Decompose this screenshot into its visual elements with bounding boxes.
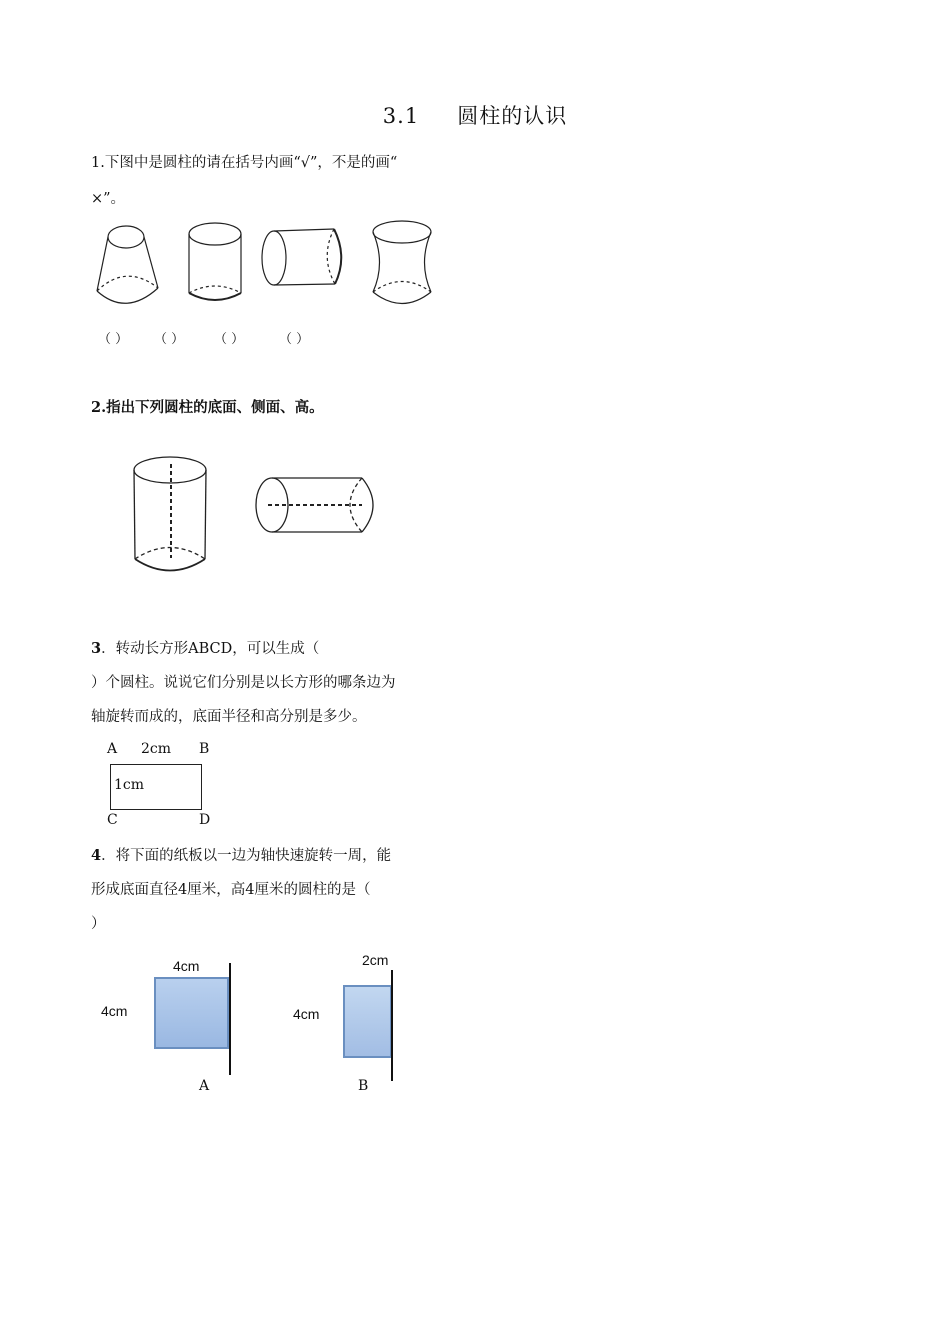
label-c: C: [107, 812, 118, 828]
q3-number: 3: [91, 640, 102, 657]
figB-name: B: [358, 1078, 369, 1094]
lying-cylinder-figure: [262, 229, 341, 285]
q1-answer-1[interactable]: （ ）: [98, 332, 129, 347]
figA-top-label: 4cm: [173, 958, 200, 974]
q2-figures: [130, 450, 400, 580]
q4-line1-text: ．将下面的纸板以一边为轴快速旋转一周，能: [101, 848, 392, 864]
cylinder-figure: [189, 223, 241, 300]
figA-name: A: [199, 1078, 210, 1094]
figA-axis: [229, 963, 231, 1075]
horizontal-cylinder-figure: [256, 478, 373, 532]
label-top-length: 2cm: [141, 741, 172, 757]
label-b: B: [199, 741, 210, 757]
q1-answer-2[interactable]: （ ）: [154, 332, 185, 347]
label-a: A: [107, 741, 118, 757]
q1-line2: ×”。: [91, 191, 126, 207]
q4-line3: ）: [91, 916, 106, 932]
q3-line1: [91, 639, 319, 659]
figB-axis: [391, 970, 393, 1081]
upright-cylinder-figure: [134, 457, 206, 571]
q4-line1: [91, 846, 391, 866]
title-number: 3.1: [382, 104, 420, 128]
figB-top-label: 2cm: [362, 952, 389, 968]
figA-card: [154, 977, 229, 1049]
figA-side-label: 4cm: [101, 1003, 128, 1019]
title-text: 圆柱的认识: [457, 104, 568, 128]
figB-card: [343, 985, 392, 1058]
waisted-figure: [373, 221, 431, 304]
q4-line2: 形成底面直径4厘米，高4厘米的圆柱的是（: [91, 882, 371, 898]
q1-figures: [90, 215, 450, 315]
figB-side-label: 4cm: [293, 1006, 320, 1022]
frustum-figure: [97, 226, 158, 303]
q2-text: [91, 398, 324, 418]
label-d: D: [199, 812, 211, 828]
q1-answer-4[interactable]: （ ）: [279, 332, 310, 347]
q2-text-body: 2.指出下列圆柱的底面、侧面、高。: [91, 399, 324, 416]
q1-answer-3[interactable]: （ ）: [214, 332, 245, 347]
q3-line3: 轴旋转而成的，底面半径和高分别是多少。: [91, 709, 367, 725]
q3-line2: ）个圆柱。说说它们分别是以长方形的哪条边为: [91, 675, 396, 691]
label-side-length: 1cm: [114, 777, 145, 793]
q1-line1: 1.下图中是圆柱的请在括号内画“√”，不是的画“: [91, 155, 398, 171]
q3-line1-text: ．转动长方形ABCD，可以生成（: [101, 641, 320, 657]
q4-number: 4: [91, 847, 102, 864]
page-title: [0, 100, 950, 130]
